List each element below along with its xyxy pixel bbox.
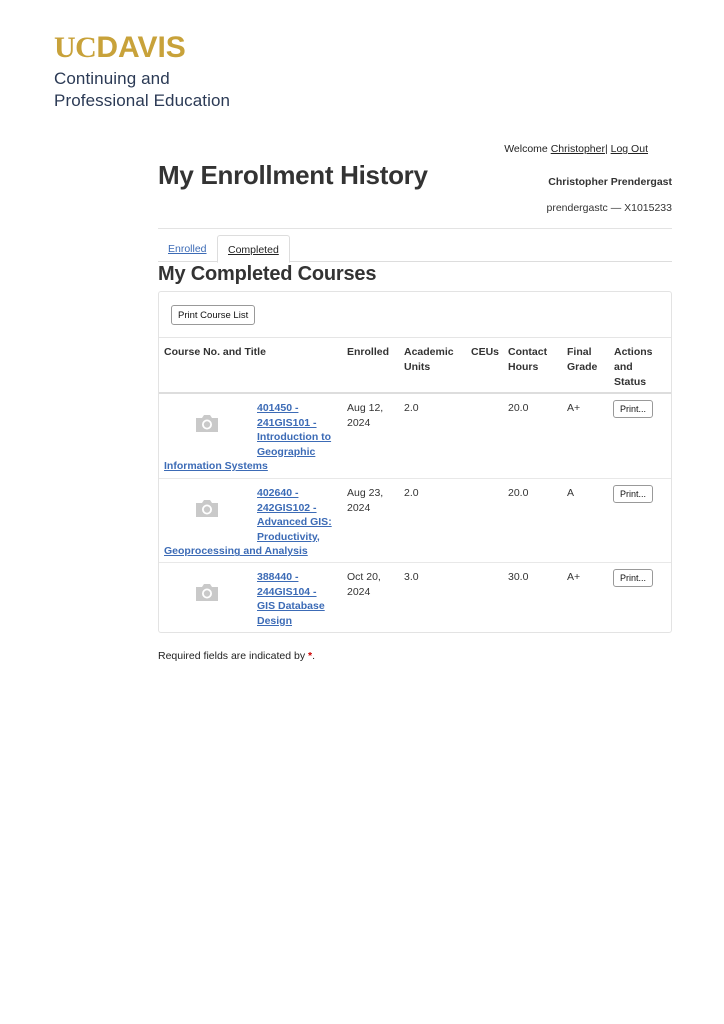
enrolled-date: Aug 12, 2024	[347, 402, 384, 429]
academic-units: 3.0	[404, 571, 419, 583]
final-grade: A	[567, 487, 575, 499]
academic-units: 2.0	[404, 402, 419, 414]
enrollment-tabs	[158, 235, 672, 262]
column-header-ceus: CEUs	[471, 346, 500, 358]
print-course-list-button[interactable]: Print Course List	[171, 305, 255, 325]
academic-units: 2.0	[404, 487, 419, 499]
contact-hours: 30.0	[508, 571, 529, 583]
completed-courses-panel	[158, 291, 672, 633]
course-title-link[interactable]: 402640 - 242GIS102 - Advanced GIS: Productivity, Geoprocessing and Analysis	[164, 487, 332, 558]
print-button[interactable]: Print...	[613, 485, 653, 503]
logo-subtitle-line2: Professional Education	[54, 91, 231, 110]
required-star: *	[308, 650, 313, 662]
course-title-link[interactable]: 401450 - 241GIS101 - Introduction to Geographic Information Systems	[164, 402, 332, 473]
column-header-academic-units: Academic Units	[404, 346, 454, 373]
required-fields-note: Required fields are indicated by *.	[158, 650, 316, 662]
contact-hours: 20.0	[508, 402, 529, 414]
tab-completed[interactable]: Completed	[217, 235, 290, 263]
contact-hours: 20.0	[508, 487, 529, 499]
column-header-actions: Actions and Status	[614, 346, 653, 388]
separator: |	[604, 143, 608, 155]
welcome-prefix: Welcome	[504, 143, 548, 155]
table-row	[159, 563, 671, 632]
header-divider	[158, 228, 672, 229]
ucdavis-cpe-logo[interactable]	[54, 31, 231, 112]
column-header-course: Course No. and Title	[164, 346, 266, 358]
tab-enrolled[interactable]: Enrolled	[168, 243, 207, 255]
enrolled-date: Aug 23, 2024	[347, 487, 384, 514]
user-full-name: Christopher Prendergast	[548, 176, 672, 188]
column-header-final-grade: Final Grade	[567, 346, 598, 373]
logo-subtitle-line1: Continuing and	[54, 69, 170, 88]
user-id: prendergastc — X1015233	[546, 202, 672, 214]
welcome-bar	[504, 143, 648, 155]
table-row	[159, 394, 671, 479]
enrolled-date: Oct 20, 2024	[347, 571, 381, 598]
logo-subtitle	[54, 68, 230, 112]
final-grade: A+	[567, 402, 581, 414]
page-title: My Enrollment History	[158, 160, 428, 190]
logout-link[interactable]: Log Out	[610, 143, 648, 155]
table-header	[159, 337, 671, 394]
final-grade: A+	[567, 571, 581, 583]
table-row	[159, 479, 671, 563]
column-header-enrolled: Enrolled	[347, 346, 390, 358]
print-button[interactable]: Print...	[613, 400, 653, 418]
section-title: My Completed Courses	[158, 263, 377, 285]
column-header-contact-hours: Contact Hours	[508, 346, 548, 373]
user-profile-link[interactable]: Christopher	[550, 143, 605, 155]
logo-wordmark: UCDAVIS	[54, 31, 186, 64]
print-button[interactable]: Print...	[613, 569, 653, 587]
course-title-link[interactable]: 388440 - 244GIS104 - GIS Database Design	[257, 571, 325, 627]
